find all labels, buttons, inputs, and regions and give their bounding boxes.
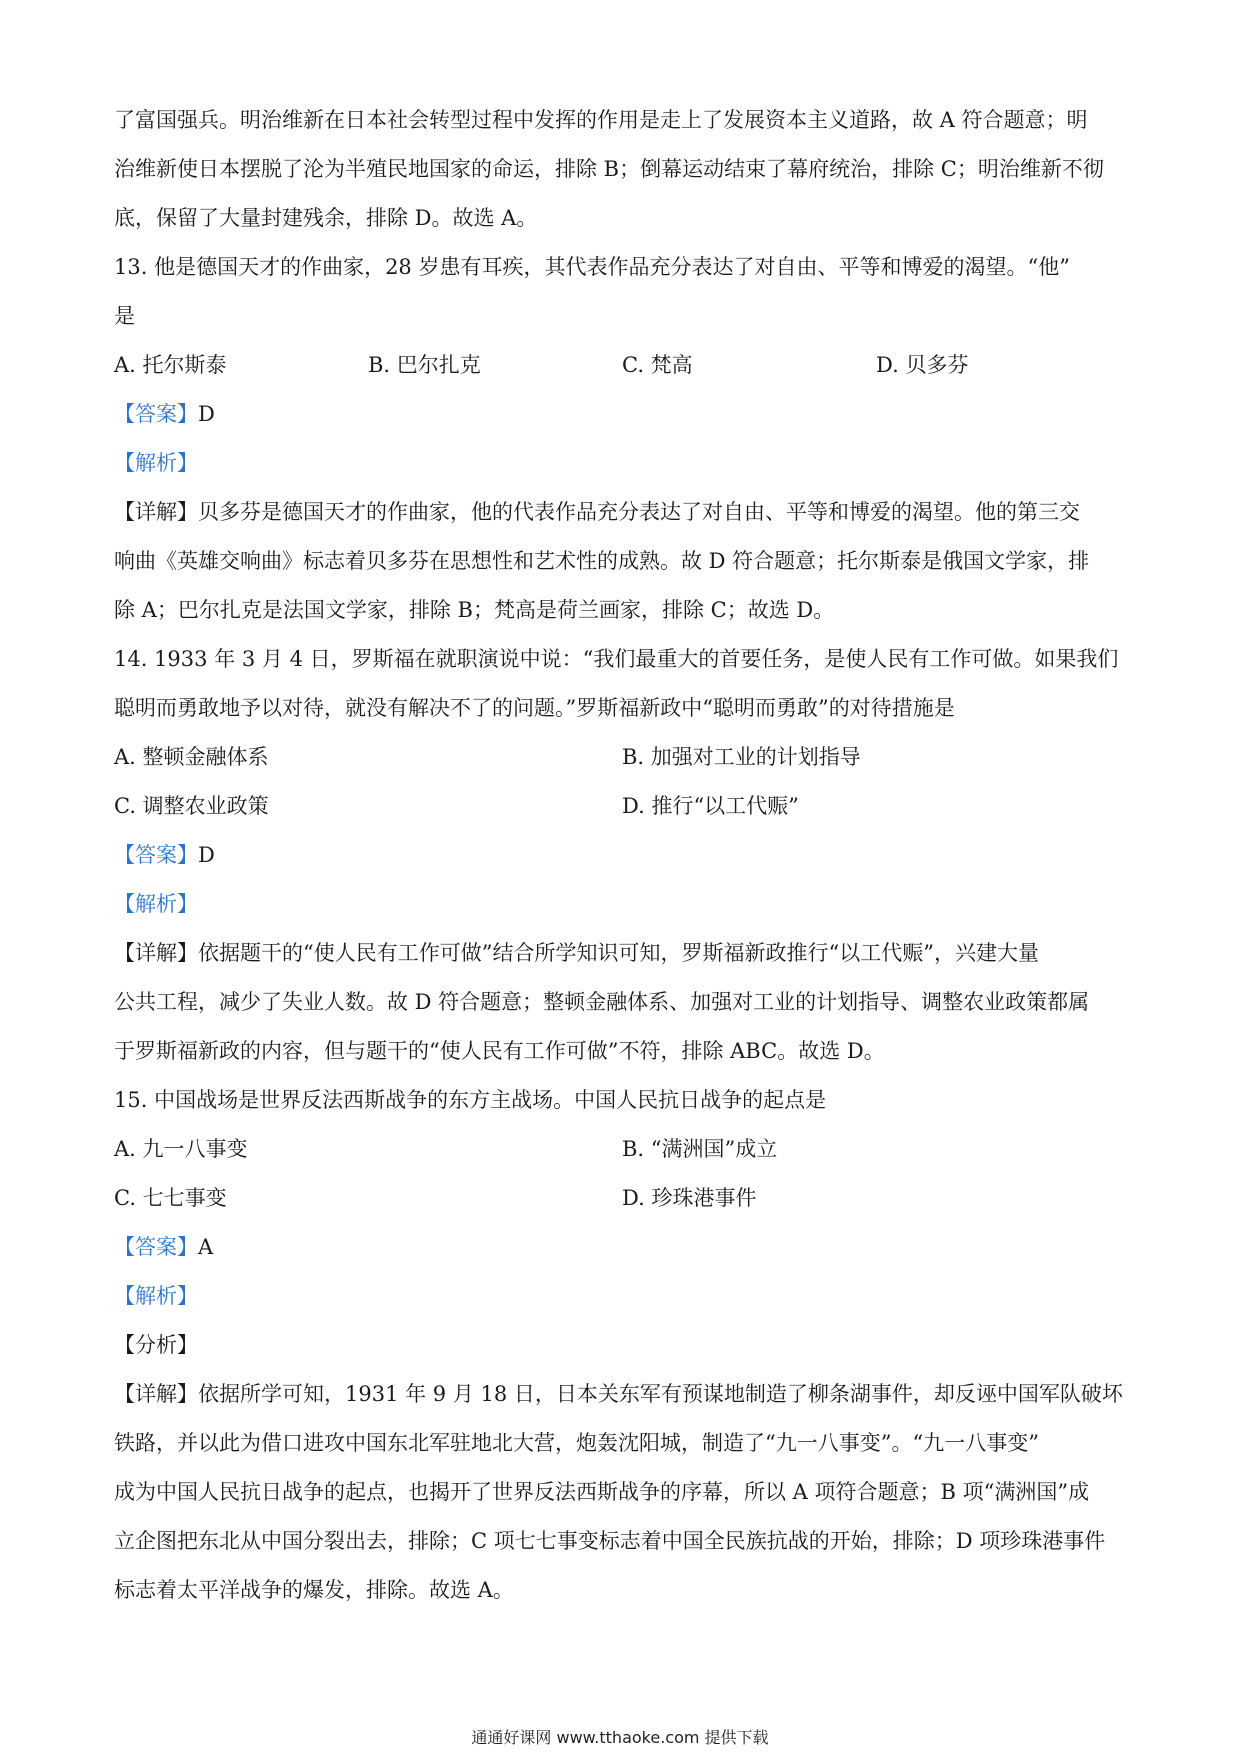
answer-value: D (198, 402, 215, 426)
intro-line: 了富国强兵。明治维新在日本社会转型过程中发挥的作用是走上了发展资本主义道路，故 A 符合题意；明 (114, 108, 1088, 132)
question-stem: 聪明而勇敢地予以对待，就没有解决不了的问题。”罗斯福新政中“聪明而勇敢”的对待措施是 (114, 696, 955, 720)
fenxi-line (114, 1321, 1130, 1370)
question-14 (114, 635, 1130, 1076)
detail-tag: 【详解】 (114, 1382, 198, 1406)
detail-line: 响曲《英雄交响曲》标志着贝多芬在思想性和艺术性的成熟。故 D 符合题意；托尔斯泰是俄国文学家，排 (114, 549, 1090, 573)
detail-line: 除 A；巴尔扎克是法国文学家，排除 B；梵高是荷兰画家，排除 C；故选 D。 (114, 598, 835, 622)
detail-line (114, 1370, 1130, 1419)
detail-text: 依据题干的“使人民有工作可做”结合所学知识可知，罗斯福新政推行“以工代赈”，兴建大量 (198, 941, 1039, 965)
answer-line (114, 1223, 1130, 1272)
analysis-line (114, 439, 1130, 488)
option-a: A. 整顿金融体系 (114, 745, 269, 769)
option-a: A. 九一八事变 (114, 1137, 248, 1161)
answer-line (114, 390, 1130, 439)
question-13 (114, 243, 1130, 635)
analysis-tag: 【解析】 (114, 1284, 198, 1308)
analysis-tag: 【解析】 (114, 451, 198, 475)
answer-value: D (198, 843, 215, 867)
question-stem: 13. 他是德国天才的作曲家，28 岁患有耳疾，其代表作品充分表达了对自由、平等和博爱的渴望。“他” (114, 255, 1070, 279)
option-b: B. 加强对工业的计划指导 (622, 745, 861, 769)
options-row (114, 341, 1130, 390)
options-row (114, 782, 1130, 831)
question-stem: 是 (114, 304, 135, 328)
detail-line: 成为中国人民抗日战争的起点，也揭开了世界反法西斯战争的序幕，所以 A 项符合题意；B 项“满洲国”成 (114, 1480, 1090, 1504)
detail-line: 公共工程，减少了失业人数。故 D 符合题意；整顿金融体系、加强对工业的计划指导、调整农业政策都属 (114, 990, 1090, 1014)
answer-tag: 【答案】 (114, 402, 198, 426)
option-c: C. 梵高 (622, 353, 693, 377)
analysis-line (114, 1272, 1130, 1321)
answer-value: A (198, 1235, 214, 1259)
option-b: B. “满洲国”成立 (622, 1137, 778, 1161)
intro-line: 治维新使日本摆脱了沦为半殖民地国家的命运，排除 B；倒幕运动结束了幕府统治，排除 C；明治维新不彻 (114, 157, 1104, 181)
option-d: D. 贝多芬 (876, 353, 969, 377)
options-row (114, 1174, 1130, 1223)
fenxi-tag: 【分析】 (114, 1333, 198, 1357)
analysis-tag: 【解析】 (114, 892, 198, 916)
detail-line (114, 929, 1130, 978)
detail-tag: 【详解】 (114, 500, 198, 524)
option-a: A. 托尔斯泰 (114, 353, 227, 377)
page-footer: 通通好课网 www.tthaoke.com 提供下载 (471, 1728, 769, 1747)
option-c: C. 七七事变 (114, 1186, 227, 1210)
question-stem: 15. 中国战场是世界反法西斯战争的东方主战场。中国人民抗日战争的起点是 (114, 1088, 827, 1112)
options-row (114, 733, 1130, 782)
detail-line: 标志着太平洋战争的爆发，排除。故选 A。 (114, 1578, 514, 1602)
answer-tag: 【答案】 (114, 843, 198, 867)
question-stem: 14. 1933 年 3 月 4 日，罗斯福在就职演说中说：“我们最重大的首要任务，是使人民有工作可做。如果我们 (114, 647, 1119, 671)
analysis-line (114, 880, 1130, 929)
detail-tag: 【详解】 (114, 941, 198, 965)
answer-line (114, 831, 1130, 880)
options-row (114, 1125, 1130, 1174)
option-d: D. 推行“以工代赈” (622, 794, 799, 818)
question-15 (114, 1076, 1130, 1615)
option-b: B. 巴尔扎克 (368, 353, 481, 377)
detail-line: 于罗斯福新政的内容，但与题干的“使人民有工作可做”不符，排除 ABC。故选 D。 (114, 1039, 885, 1063)
detail-line: 立企图把东北从中国分裂出去，排除；C 项七七事变标志着中国全民族抗战的开始，排除；D 项珍珠港事件 (114, 1529, 1106, 1553)
detail-line (114, 488, 1130, 537)
option-d: D. 珍珠港事件 (622, 1186, 757, 1210)
answer-tag: 【答案】 (114, 1235, 198, 1259)
detail-text: 贝多芬是德国天才的作曲家，他的代表作品充分表达了对自由、平等和博爱的渴望。他的第三交 (198, 500, 1080, 524)
intro-line: 底，保留了大量封建残余，排除 D。故选 A。 (114, 206, 538, 230)
option-c: C. 调整农业政策 (114, 794, 269, 818)
detail-text: 依据所学可知，1931 年 9 月 18 日，日本关东军有预谋地制造了柳条湖事件，却反诬中国军队破坏 (198, 1382, 1123, 1406)
document-body (114, 96, 1130, 1615)
detail-line: 铁路，并以此为借口进攻中国东北军驻地北大营，炮轰沈阳城，制造了“九一八事变”。“九一八事变” (114, 1431, 1039, 1455)
